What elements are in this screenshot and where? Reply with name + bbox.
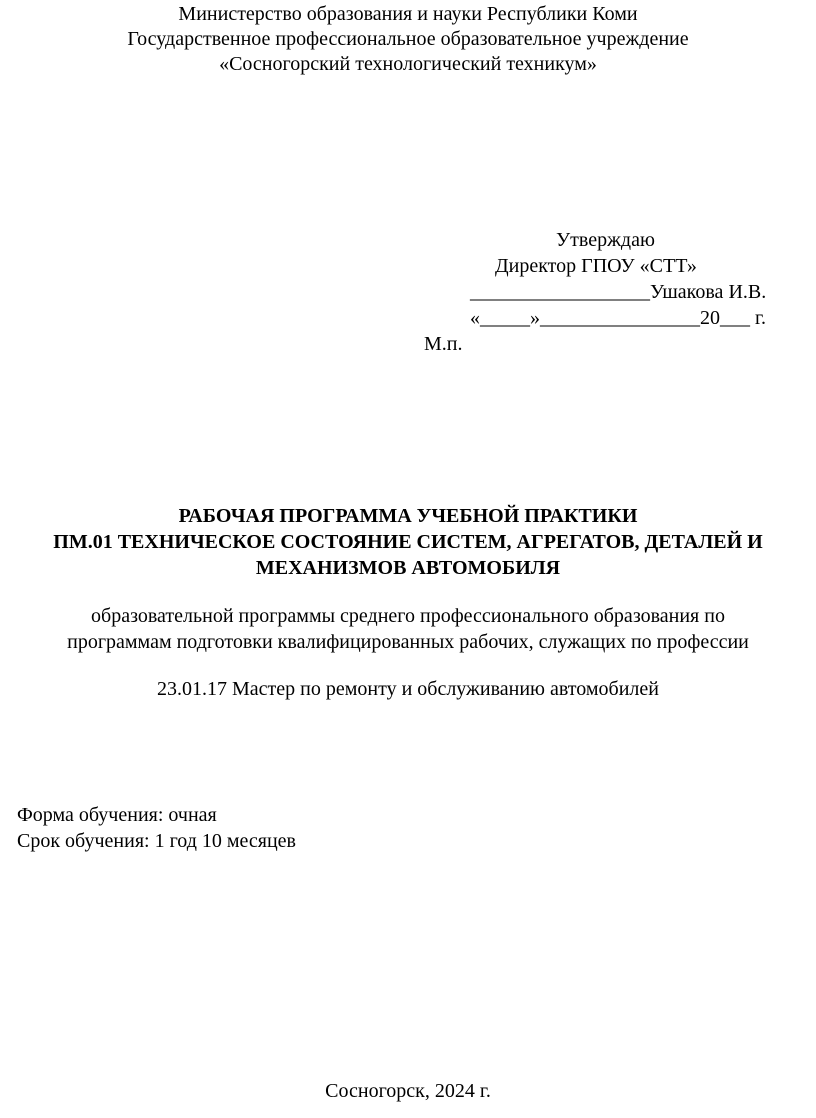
description-line-1: образовательной программы среднего профессионального образования по [91,605,725,627]
ministry-name: Министерство образования и науки Республики Коми [178,3,638,25]
institution-type: Государственное профессиональное образовательное учреждение [127,28,689,50]
stamp-place: М.п. [424,333,463,355]
approval-director: Директор ГПОУ «СТТ» [495,255,697,277]
title-line-3: МЕХАНИЗМОВ АВТОМОБИЛЯ [255,557,561,579]
document-header [0,2,816,77]
approval-signature-line: __________________Ушакова И.В. [470,281,767,303]
city-year: Сосногорск, 2024 г. [325,1080,491,1102]
institution-name: «Сосногорский технологический техникум» [219,53,597,75]
study-form: Форма обучения: очная [17,804,217,826]
title-line-1: РАБОЧАЯ ПРОГРАММА УЧЕБНОЙ ПРАКТИКИ [178,505,638,527]
profession-code: 23.01.17 Мастер по ремонту и обслуживанию автомобилей [157,678,659,700]
description-line-2: программам подготовки квалифицированных рабочих, служащих по профессии [67,631,749,653]
study-duration: Срок обучения: 1 год 10 месяцев [17,830,297,852]
approval-heading: Утверждаю [556,229,655,251]
study-info [17,802,296,854]
approval-block [0,228,816,358]
program-description [0,603,816,655]
document-title [0,503,816,581]
title-line-2: ПМ.01 ТЕХНИЧЕСКОЕ СОСТОЯНИЕ СИСТЕМ, АГРЕГАТОВ, ДЕТАЛЕЙ И [53,531,763,553]
approval-date-line: «_____»________________20___ г. [470,307,766,329]
